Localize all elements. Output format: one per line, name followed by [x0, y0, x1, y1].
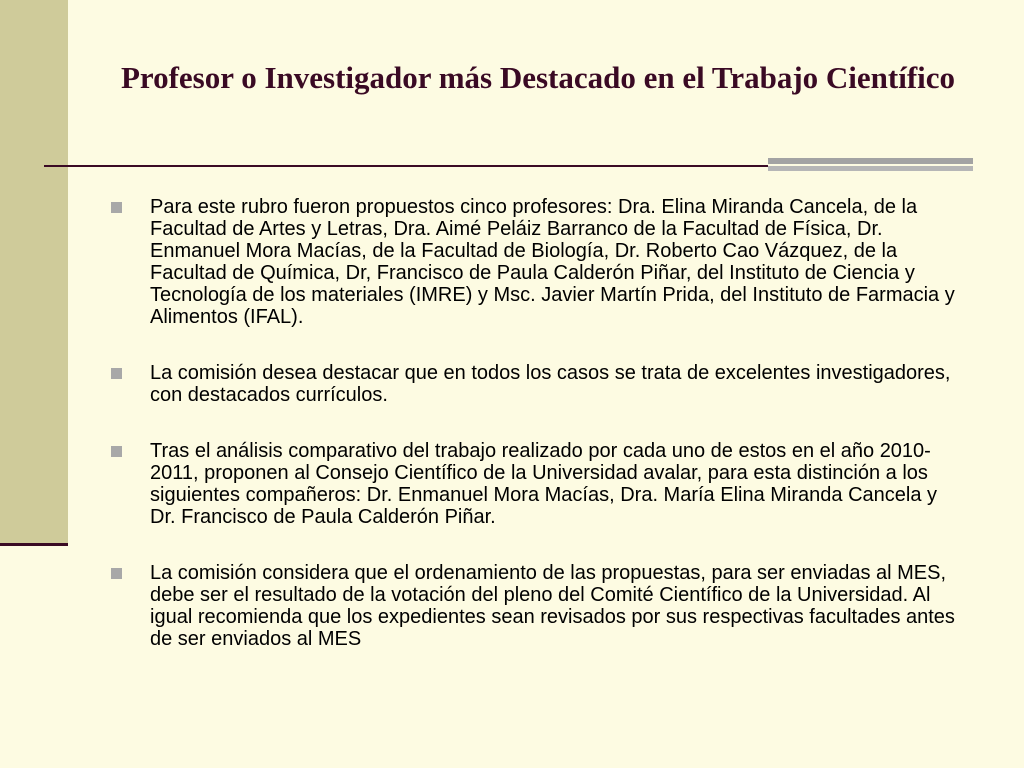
divider-accent-bar-top	[768, 158, 973, 164]
bullet-text: La comisión desea destacar que en todos los casos se trata de excelentes investigadores, con destacados currículos.	[150, 362, 951, 406]
bullet-text: Tras el análisis comparativo del trabajo realizado por cada uno de estos en el año 2010-2011, proponen al Consejo Científico de la Universidad avalar, para esta distinción a los siguientes compañeros: Dr. Enmanuel Mora Macías, Dra. María Elina Miranda Cancela y Dr. Francisco de Paula Calderón Piñar.	[150, 440, 938, 528]
left-band-underline	[0, 543, 68, 546]
bullet-text: Para este rubro fueron propuestos cinco profesores: Dra. Elina Miranda Cancela, de la Facultad de Artes y Letras, Dra. Aimé Peláiz Barranco de la Facultad de Física, Dr. Enmanuel Mora Macías, de la Facultad de Biología, Dr. Roberto Cao Vázquez, de la Facultad de Química, Dr, Francisco de Paula Calderón Piñar, del Instituto de Ciencia y Tecnología de los materiales (IMRE) y Msc. Javier Martín Prida, del Instituto de Farmacia y Alimentos (IFAL).	[150, 196, 955, 328]
bullet-item	[108, 440, 968, 528]
divider-accent-bars	[768, 158, 973, 173]
divider-accent-bar-bottom	[768, 166, 973, 171]
title-divider	[44, 165, 768, 167]
square-bullet-icon	[111, 446, 122, 457]
slide-content	[108, 196, 968, 684]
slide-title: Profesor o Investigador más Destacado en el Trabajo Científico	[120, 60, 956, 95]
bullet-text: La comisión considera que el ordenamiento de las propuestas, para ser enviadas al MES, debe ser el resultado de la votación del pleno del Comité Científico de la Universidad. Al igual recomienda que los expedientes sean revisados por sus respectivas facultades antes de ser enviados al MES	[150, 562, 955, 650]
bullet-item	[108, 562, 968, 650]
bullet-item	[108, 362, 968, 406]
bullet-item	[108, 196, 968, 328]
square-bullet-icon	[111, 568, 122, 579]
square-bullet-icon	[111, 368, 122, 379]
left-decorative-band	[0, 0, 68, 545]
square-bullet-icon	[111, 202, 122, 213]
